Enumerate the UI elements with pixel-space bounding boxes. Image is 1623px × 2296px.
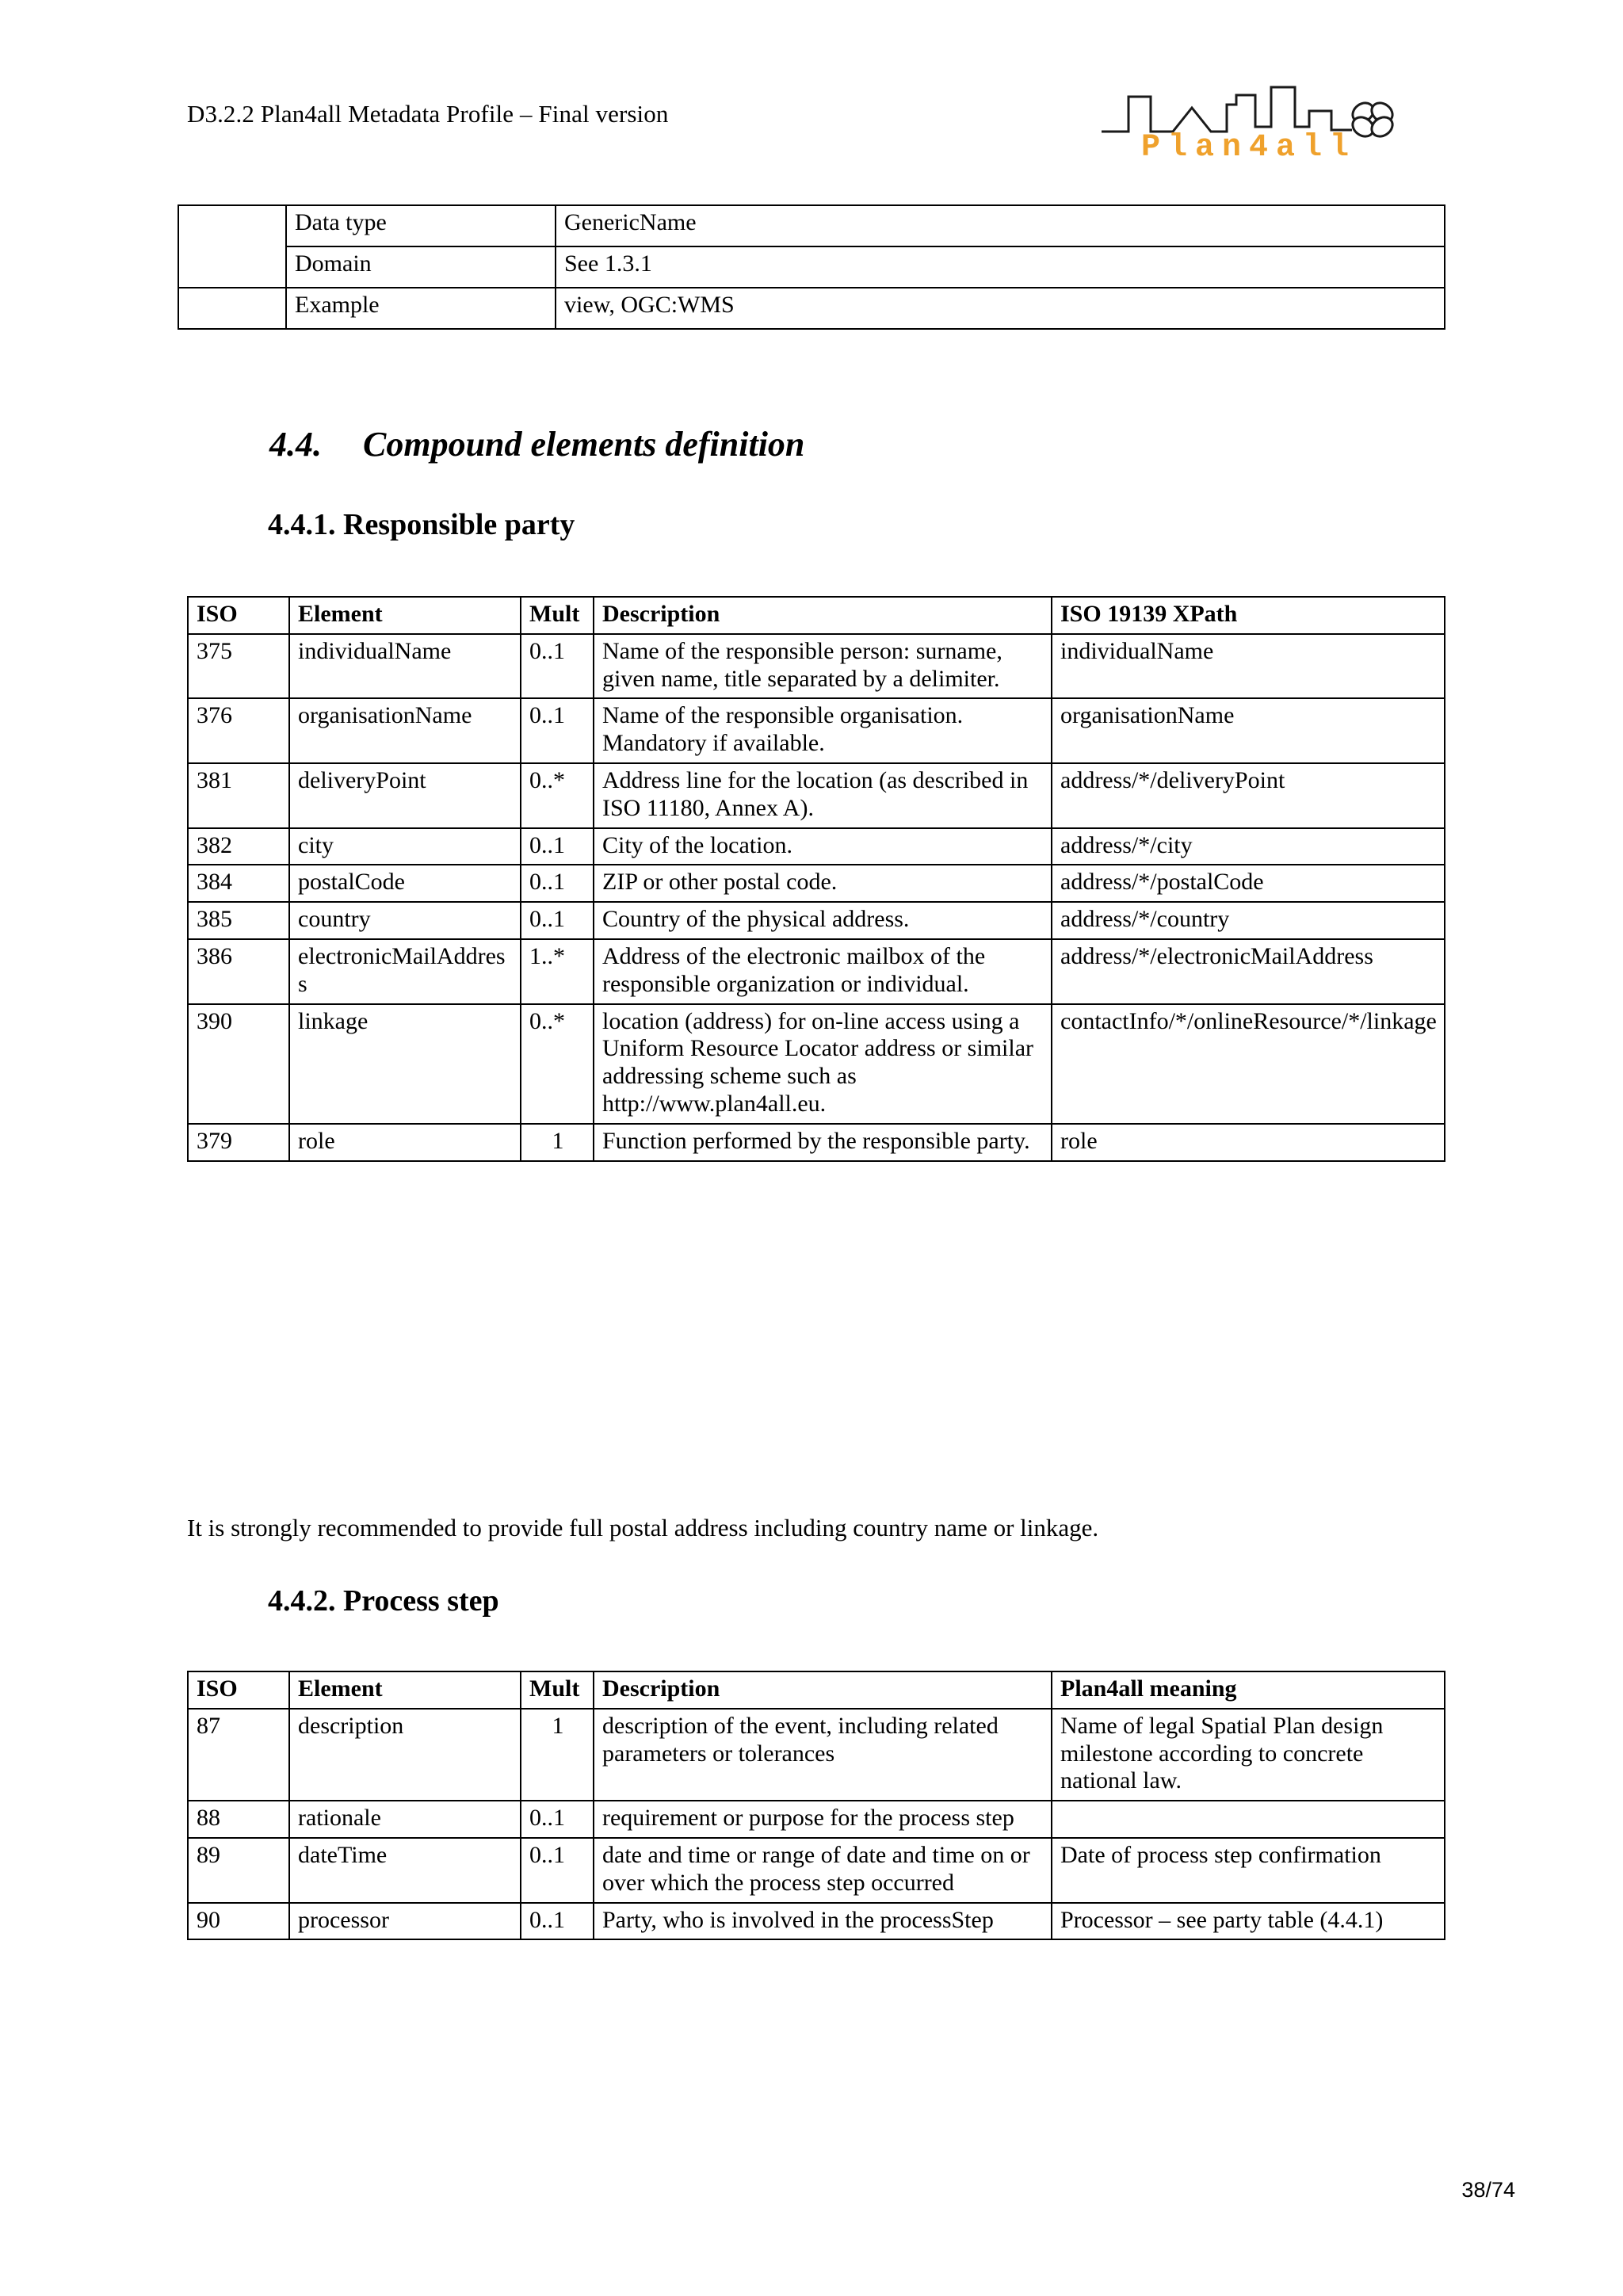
cell-mult: 1: [521, 1709, 594, 1801]
cell-element: individualName: [289, 634, 521, 699]
column-header-xpath: ISO 19139 XPath: [1052, 597, 1445, 634]
table-row: [188, 1004, 1445, 1124]
table-header-row: [188, 1671, 1445, 1709]
table-row: [178, 246, 1445, 288]
cell-element: dateTime: [289, 1838, 521, 1903]
column-header-mult: Mult: [521, 1671, 594, 1709]
column-header-iso: ISO: [188, 597, 289, 634]
cell-xpath: role: [1052, 1124, 1445, 1161]
table-header-row: [188, 597, 1445, 634]
cell-description: Party, who is involved in the processStep: [594, 1903, 1052, 1940]
section-heading-4-4: [269, 424, 804, 464]
process-step-table: [187, 1671, 1445, 1940]
cell-iso: 87: [188, 1709, 289, 1801]
section-number: 4.4.: [269, 425, 322, 464]
responsible-party-table: [187, 596, 1445, 1162]
row-value: GenericName: [556, 205, 1445, 246]
table-row: [188, 1124, 1445, 1161]
cell-iso: 382: [188, 828, 289, 865]
cell-mult: 1: [521, 1124, 594, 1161]
cell-iso: 88: [188, 1801, 289, 1838]
row-label: Data type: [286, 205, 556, 246]
cell-xpath: address/*/postalCode: [1052, 865, 1445, 902]
cell-description: Name of the responsible person: surname, given name, title separated by a delimiter.: [594, 634, 1052, 699]
section-heading-4-4-1: 4.4.1. Responsible party: [268, 508, 575, 541]
cell-description: Name of the responsible organisation. Mandatory if available.: [594, 698, 1052, 763]
cell-iso: 379: [188, 1124, 289, 1161]
recommendation-paragraph: It is strongly recommended to provide full postal address including country name or linkage.: [187, 1514, 1099, 1541]
cell-mult: 0..1: [521, 902, 594, 939]
table-row: [188, 1903, 1445, 1940]
cell-xpath: address/*/country: [1052, 902, 1445, 939]
cell-meaning: Processor – see party table (4.4.1): [1052, 1903, 1445, 1940]
cell-iso: 384: [188, 865, 289, 902]
table-row: [178, 205, 1445, 246]
row-value: view, OGC:WMS: [556, 288, 1445, 329]
column-header-element: Element: [289, 597, 521, 634]
continued-attribute-table: [178, 204, 1445, 330]
cell-mult: 0..1: [521, 698, 594, 763]
row-label: Domain: [286, 246, 556, 288]
cell-xpath: address/*/electronicMailAddress: [1052, 939, 1445, 1004]
cell-iso: 386: [188, 939, 289, 1004]
cell-mult: 0..1: [521, 865, 594, 902]
row-label: Example: [286, 288, 556, 329]
cell-element: organisationName: [289, 698, 521, 763]
cell-iso: 381: [188, 763, 289, 828]
cell-xpath: address/*/deliveryPoint: [1052, 763, 1445, 828]
column-header-iso: ISO: [188, 1671, 289, 1709]
cell-meaning: Name of legal Spatial Plan design milestone according to concrete national law.: [1052, 1709, 1445, 1801]
cell-iso: 385: [188, 902, 289, 939]
cell-meaning: [1052, 1801, 1445, 1838]
cell-element: electronicMailAddress: [289, 939, 521, 1004]
cell-xpath: individualName: [1052, 634, 1445, 699]
cell-element: postalCode: [289, 865, 521, 902]
cell-element: country: [289, 902, 521, 939]
cell-iso: 89: [188, 1838, 289, 1903]
column-header-element: Element: [289, 1671, 521, 1709]
cell-mult: 0..*: [521, 1004, 594, 1124]
cell-iso: 375: [188, 634, 289, 699]
cell-description: City of the location.: [594, 828, 1052, 865]
table-row: [188, 939, 1445, 1004]
cell-mult: 0..1: [521, 828, 594, 865]
cell-mult: 0..*: [521, 763, 594, 828]
cell-mult: 0..1: [521, 634, 594, 699]
cell-meaning: Date of process step confirmation: [1052, 1838, 1445, 1903]
cell-xpath: organisationName: [1052, 698, 1445, 763]
document-header: [187, 86, 1512, 189]
section-title: Compound elements definition: [363, 425, 805, 464]
cell-element: city: [289, 828, 521, 865]
header-title: D3.2.2 Plan4all Metadata Profile – Final version: [187, 100, 669, 128]
table-row: [188, 1709, 1445, 1801]
page-number: 38/74: [1461, 2178, 1515, 2202]
table-row: [188, 902, 1445, 939]
table-row: [188, 828, 1445, 865]
row-value: See 1.3.1: [556, 246, 1445, 288]
cell-iso: 90: [188, 1903, 289, 1940]
table-row: [188, 1838, 1445, 1903]
cell-xpath: address/*/city: [1052, 828, 1445, 865]
cell-description: Address of the electronic mailbox of the responsible organization or individual.: [594, 939, 1052, 1004]
cell-mult: 0..1: [521, 1838, 594, 1903]
cell-mult: 0..1: [521, 1801, 594, 1838]
cell-iso: 376: [188, 698, 289, 763]
cell-xpath: contactInfo/*/onlineResource/*/linkage: [1052, 1004, 1445, 1124]
cell-element: linkage: [289, 1004, 521, 1124]
cell-element: processor: [289, 1903, 521, 1940]
table-row: [188, 634, 1445, 699]
empty-cell: [178, 205, 286, 288]
cell-element: role: [289, 1124, 521, 1161]
cell-description: Address line for the location (as described in ISO 11180, Annex A).: [594, 763, 1052, 828]
table-row: [178, 288, 1445, 329]
column-header-description: Description: [594, 597, 1052, 634]
table-row: [188, 763, 1445, 828]
empty-cell: [178, 288, 286, 329]
cell-description: location (address) for on-line access using a Uniform Resource Locator address or similar addressing scheme such as http://www.plan4all.eu.: [594, 1004, 1052, 1124]
table-row: [188, 865, 1445, 902]
cell-iso: 390: [188, 1004, 289, 1124]
section-heading-4-4-2: 4.4.2. Process step: [268, 1584, 499, 1618]
cell-element: deliveryPoint: [289, 763, 521, 828]
logo-wordmark: Plan4all: [1141, 130, 1358, 166]
column-header-meaning: Plan4all meaning: [1052, 1671, 1445, 1709]
cell-element: description: [289, 1709, 521, 1801]
table-row: [188, 1801, 1445, 1838]
column-header-description: Description: [594, 1671, 1052, 1709]
cell-description: Function performed by the responsible party.: [594, 1124, 1052, 1161]
cell-description: description of the event, including related parameters or tolerances: [594, 1709, 1052, 1801]
plan4all-logo: [1100, 78, 1417, 185]
cell-description: date and time or range of date and time on or over which the process step occurred: [594, 1838, 1052, 1903]
cell-mult: 1..*: [521, 939, 594, 1004]
column-header-mult: Mult: [521, 597, 594, 634]
cell-description: ZIP or other postal code.: [594, 865, 1052, 902]
cell-element: rationale: [289, 1801, 521, 1838]
cell-description: requirement or purpose for the process step: [594, 1801, 1052, 1838]
table-row: [188, 698, 1445, 763]
cell-mult: 0..1: [521, 1903, 594, 1940]
cell-description: Country of the physical address.: [594, 902, 1052, 939]
